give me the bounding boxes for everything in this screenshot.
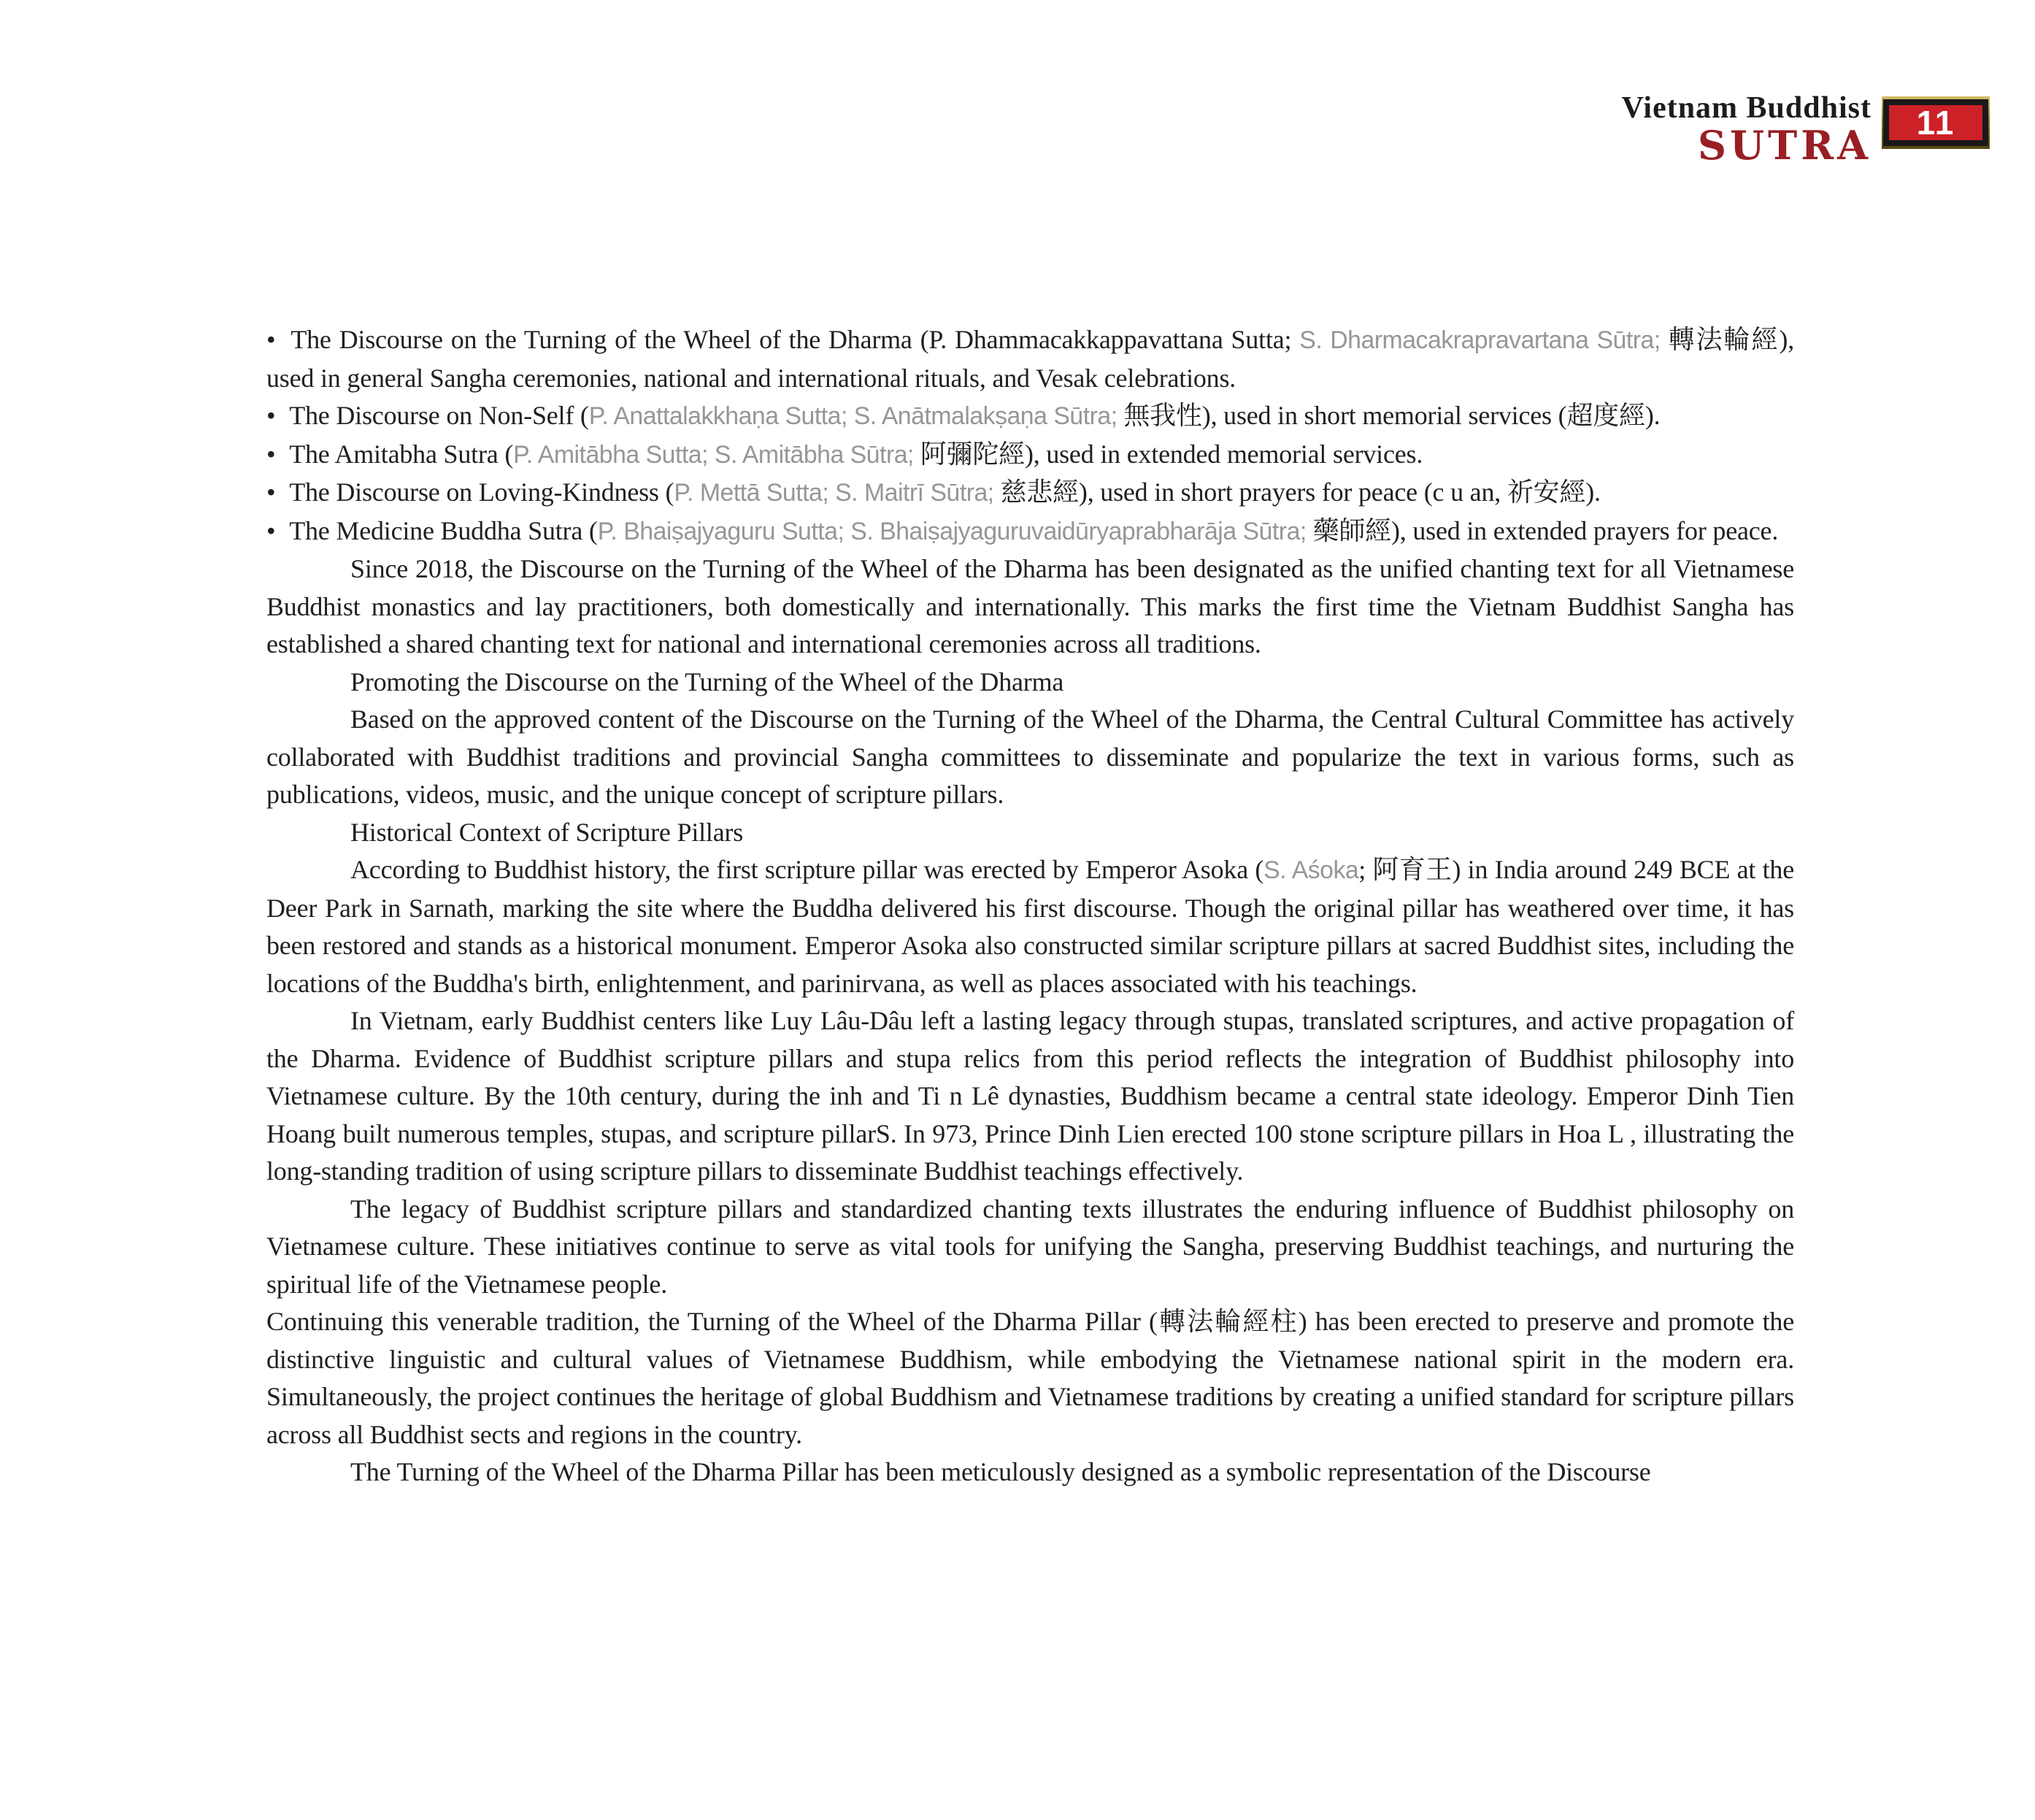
bullet-item (266, 321, 1794, 397)
bullet-item (266, 436, 1794, 475)
text-run: The Amitabha Sutra ( (289, 439, 514, 469)
text-run: The Medicine Buddha Sutra ( (289, 515, 598, 545)
bullet-item (266, 512, 1794, 551)
body-paragraph (266, 550, 1794, 664)
text-run: 無我性), used in short memorial services (超度經). (1117, 401, 1661, 430)
text-run: According to Buddhist history, the first scripture pillar was erected by Emperor Asoka ( (350, 855, 1264, 884)
text-run: P. Amitābha Sutta; S. Amitābha Sūtra; (513, 440, 914, 469)
inline-heading (266, 664, 1794, 702)
text-run: 阿彌陀經), used in extended memorial services. (913, 439, 1423, 469)
journal-subtitle: SUTRA (1697, 122, 1871, 169)
bullet-marker: • (266, 401, 282, 430)
page-number-ribbon (1882, 96, 1990, 149)
bullet-marker: • (266, 515, 282, 545)
body-paragraph (266, 1002, 1794, 1191)
text-run: Based on the approved content of the Discourse on the Turning of the Wheel of the Dharma, the Central Cultural Committee has actively collaborated with Buddhist traditions and provincial Sangha committees to disseminate and popularize the text in various forms, such as publications, videos, music, and the unique concept of scripture pillars. (266, 704, 1794, 809)
text-run: ; 阿育王) in India around 249 BCE at the Deer Park in Sarnath, marking the site where the Buddha delivered his first discourse. Though the original pillar has weathered over time, it has been restored and stands as a historical monument. Emperor Asoka also constructed similar scripture pillars at sacred Buddhist sites, including the locations of the Buddha's birth, enlightenment, and parinirvana, as well as places associated with his teachings. (266, 855, 1794, 998)
text-run: The Turning of the Wheel of the Dharma Pillar has been meticulously designed as a symbolic representation of the Discourse (350, 1457, 1651, 1486)
text-run: In Vietnam, early Buddhist centers like Luy Lâu-Dâu left a lasting legacy through stupas, translated scriptures, and active propagation of the Dharma. Evidence of Buddhist scripture pillars and stupa relics from this period reflects the integration of Buddhist philosophy into Vietnamese culture. By the 10th century, during the inh and Ti n Lê dynasties, Buddhism became a central state ideology. Emperor Dinh Tien Hoang built numerous temples, stupas, and scripture pillarS. In 973, Prince Dinh Lien erected 100 stone scripture pillars in Hoa L , illustrating the long-standing tradition of using scripture pillars to disseminate Buddhist teachings effectively. (266, 1006, 1794, 1186)
body-paragraph (266, 851, 1794, 1002)
text-run: Since 2018, the Discourse on the Turning of the Wheel of the Dharma has been designated as the unified chanting text for all Vietnamese Buddhist monastics and lay practitioners, both domestically and internationally. This marks the first time the Vietnam Buddhist Sangha has established a shared chanting text for national and international ceremonies across all traditions. (266, 554, 1794, 658)
page-number-box (1883, 99, 1988, 146)
body-paragraph (266, 701, 1794, 814)
body-paragraph (266, 1303, 1794, 1454)
text-run: Promoting the Discourse on the Turning of the Wheel of the Dharma (350, 667, 1064, 696)
text-run: P. Mettā Sutta; S. Maitrī Sūtra; (674, 479, 994, 507)
bullet-item (266, 474, 1794, 512)
text-run: 慈悲經), used in short prayers for peace (c u an, 祈安經). (993, 477, 1601, 507)
text-run: The Discourse on the Turning of the Wheel of the Dharma (P. Dhammacakkappavattana Sutta; (291, 325, 1300, 354)
text-run: The Discourse on Loving-Kindness ( (289, 477, 674, 507)
page-number: 11 (1916, 104, 1955, 142)
bullet-marker: • (266, 325, 284, 354)
text-run: Continuing this venerable tradition, the Turning of the Wheel of the Dharma Pillar (轉法輪經柱) has been erected to preserve and promote the distinctive linguistic and cultural values of Vietnamese Buddhism, while embodying the Vietnamese national spirit in the modern era. Simultaneously, the project continues the heritage of global Buddhism and Vietnamese traditions by creating a unified standard for scripture pillars across all Buddhist sects and regions in the country. (266, 1307, 1794, 1449)
article-body (266, 321, 1794, 1491)
inline-heading (266, 814, 1794, 852)
bullet-marker: • (266, 439, 282, 469)
page-header (1621, 91, 1990, 169)
text-run: P. Bhaiṣajyaguru Sutta; S. Bhaiṣajyaguruvaidūryaprabharāja Sūtra; (597, 517, 1307, 545)
text-run: S. Aśoka (1263, 856, 1359, 884)
text-run: The Discourse on Non-Self ( (289, 401, 589, 430)
text-run: P. Anattalakkhaṇa Sutta; S. Anātmalakṣaṇa Sūtra; (588, 402, 1117, 430)
text-run: The legacy of Buddhist scripture pillars and standardized chanting texts illustrates the enduring influence of Buddhist philosophy on Vietnamese culture. These initiatives continue to serve as vital tools for unifying the Sangha, preserving Buddhist teachings, and nurturing the spiritual life of the Vietnamese people. (266, 1194, 1794, 1299)
journal-title-block (1621, 91, 1871, 169)
text-run: Historical Context of Scripture Pillars (350, 817, 744, 847)
text-run: S. Dharmacakrapravartana Sūtra; (1299, 326, 1661, 354)
text-run: 藥師經), used in extended prayers for peace. (1306, 515, 1779, 545)
bullet-marker: • (266, 477, 282, 507)
body-paragraph (266, 1191, 1794, 1304)
body-paragraph (266, 1454, 1794, 1491)
text-run: 轉法輪經), used in general Sangha ceremonies, national and international rituals, and Vesak celebrations. (266, 325, 1794, 393)
bullet-item (266, 397, 1794, 436)
journal-name: Vietnam Buddhist (1621, 91, 1871, 125)
